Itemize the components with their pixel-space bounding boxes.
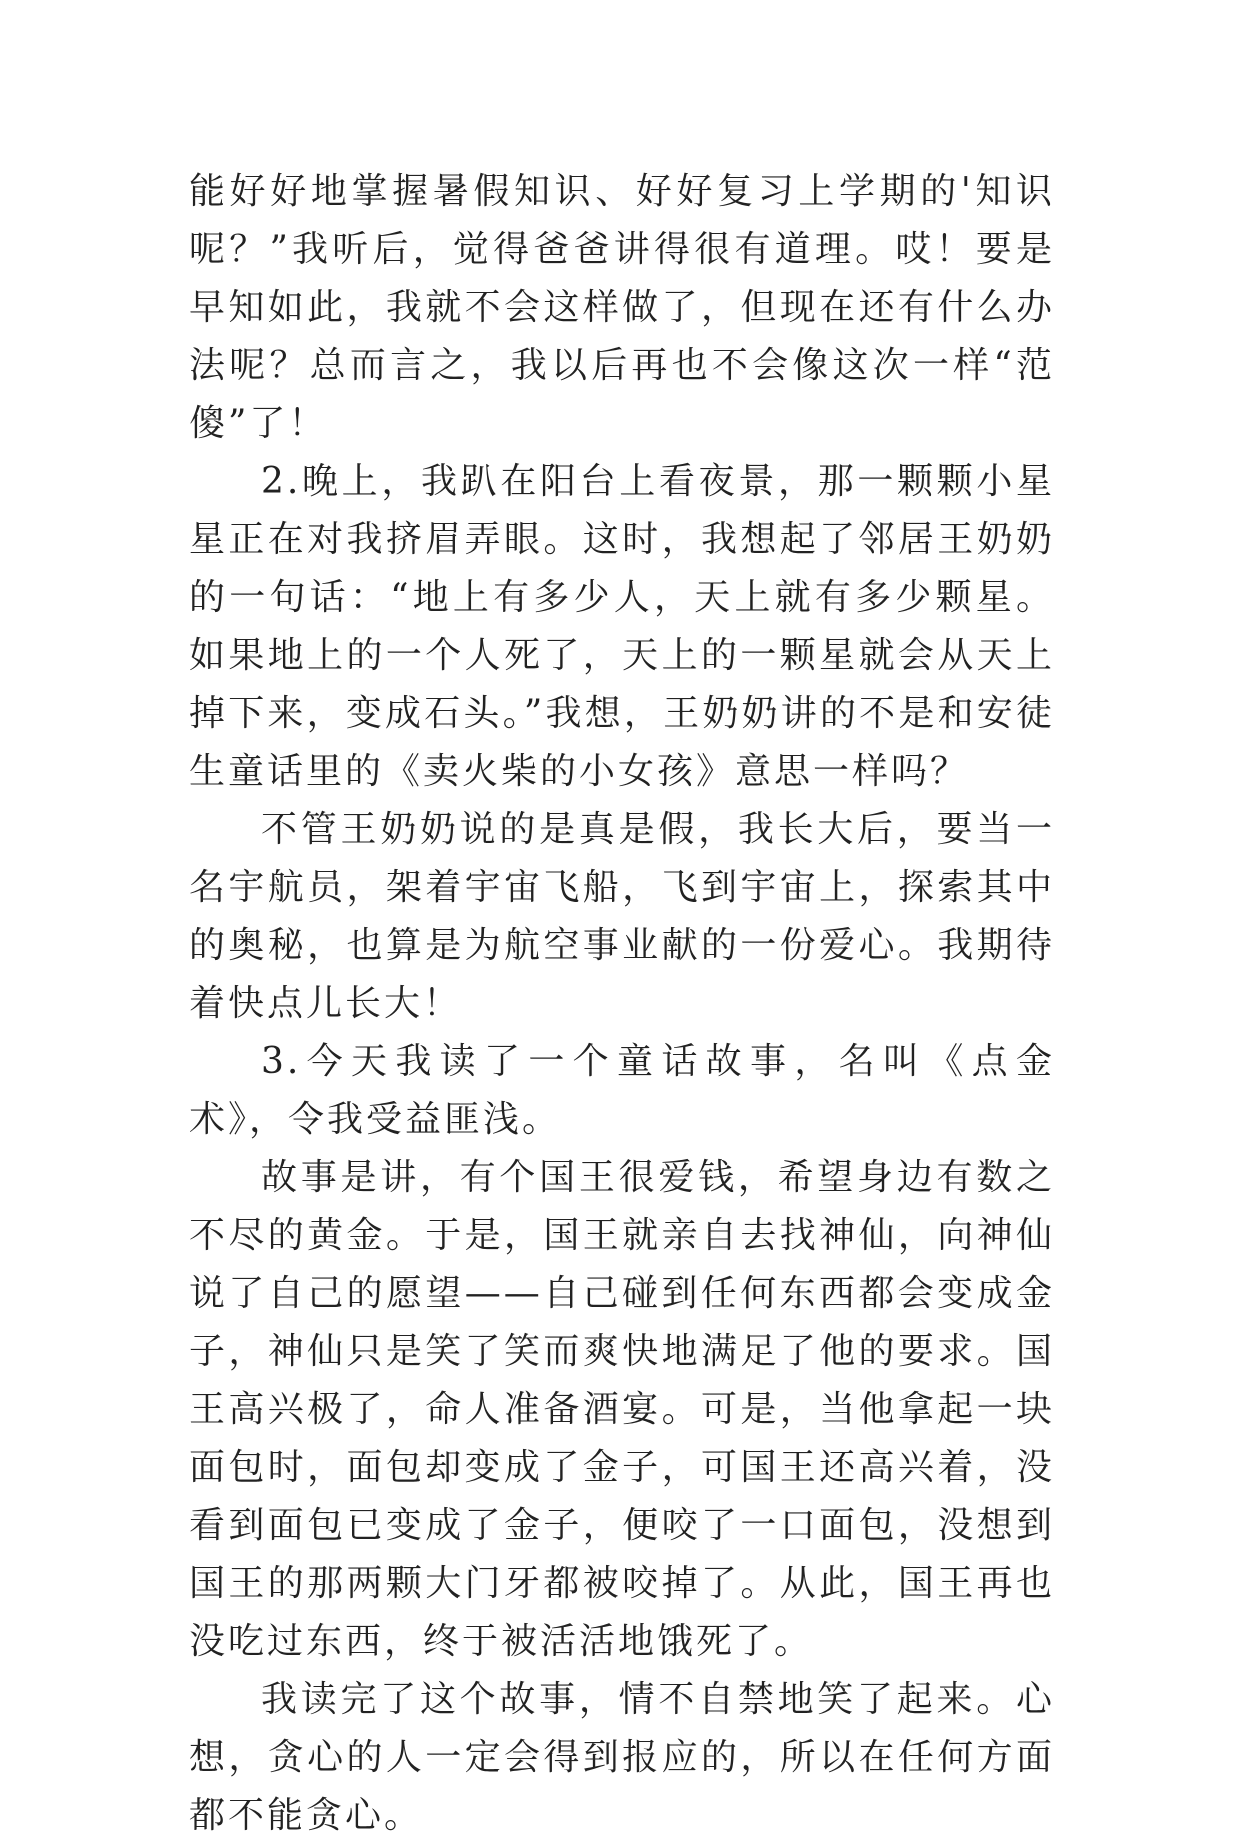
document-body [189, 163, 1055, 1845]
paragraph-5: 故事是讲，有个国王很爱钱，希望身边有数之不尽的黄金。于是，国王就亲自去找神仙，向神仙说了自己的愿望——自己碰到任何东西都会变成金子，神仙只是笑了笑而爽快地满足了他的要求。国王高兴极了，命人准备酒宴。可是，当他拿起一块面包时，面包却变成了金子，可国王还高兴着，没看到面包已变成了金子，便咬了一口面包，没想到国王的那两颗大门牙都被咬掉了。从此，国王再也没吃过东西，终于被活活地饿死了。 [189, 1157, 1055, 1662]
paragraph-4: 3.今天我读了一个童话故事，名叫《点金术》，令我受益匪浅。 [189, 1041, 1055, 1140]
paragraph-6: 我读完了这个故事，情不自禁地笑了起来。心想，贪心的人一定会得到报应的，所以在任何方面都不能贪心。 [189, 1679, 1055, 1836]
paragraph-2: 2.晚上，我趴在阳台上看夜景，那一颗颗小星星正在对我挤眉弄眼。这时，我想起了邻居王奶奶的一句话：“地上有多少人，天上就有多少颗星。如果地上的一个人死了，天上的一颗星就会从天上掉下来，变成石头。”我想，王奶奶讲的不是和安徒生童话里的《卖火柴的小女孩》意思一样吗？ [189, 461, 1055, 792]
paragraph-1: 能好好地掌握暑假知识、好好复习上学期的'知识呢？”我听后，觉得爸爸讲得很有道理。哎！要是早知如此，我就不会这样做了，但现在还有什么办法呢？总而言之，我以后再也不会像这次一样“范傻”了！ [189, 171, 1055, 444]
paragraph-3: 不管王奶奶说的是真是假，我长大后，要当一名宇航员，架着宇宙飞船，飞到宇宙上，探索其中的奥秘，也算是为航空事业献的一份爱心。我期待着快点儿长大！ [189, 809, 1055, 1024]
